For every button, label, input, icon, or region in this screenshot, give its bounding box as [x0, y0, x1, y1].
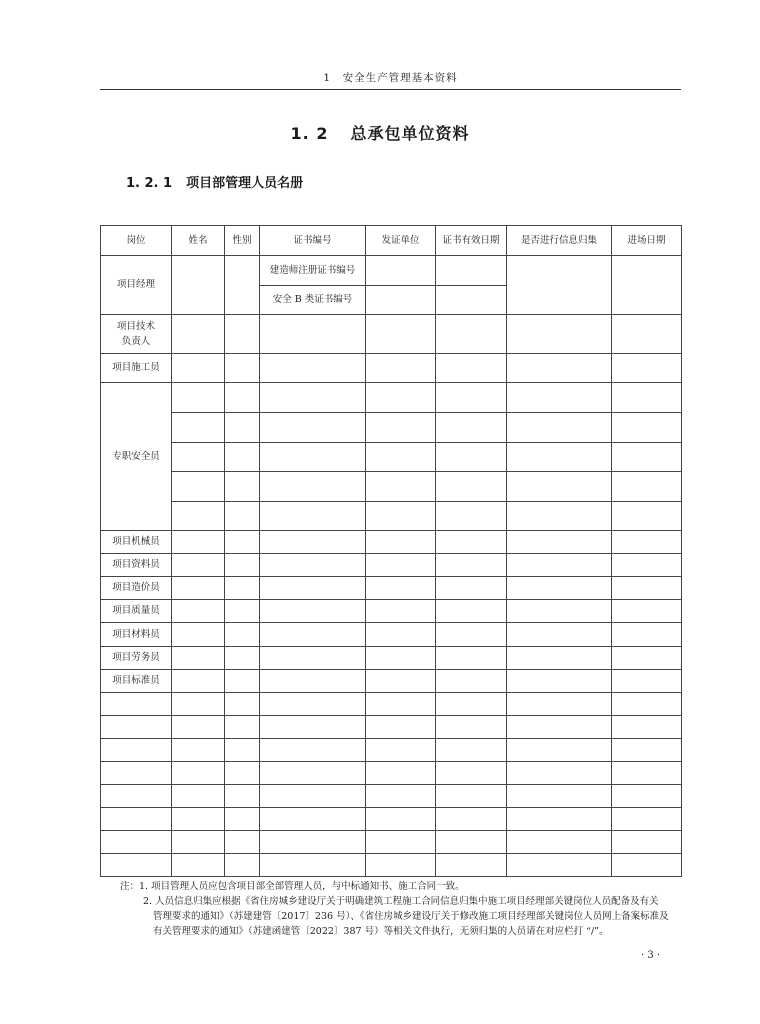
table-cell: [172, 256, 225, 315]
table-row: [101, 693, 682, 716]
note-line-3: 管理要求的通知》（苏建建管〔2017〕236 号）、《省住房城乡建设厅关于修改施工项目经理部关键岗位人员网上备案标准及: [153, 911, 669, 922]
table-cell: [507, 716, 612, 739]
table-cell: [172, 531, 225, 554]
table-cell: [612, 383, 682, 413]
table-cell: [101, 854, 172, 877]
table-cell: [366, 854, 436, 877]
subsection-title-text: 项目部管理人员名册: [186, 176, 304, 191]
cert-type-safety-b: 安全 B 类证书编号: [260, 286, 366, 315]
table-cell: [225, 443, 260, 472]
table-cell: [612, 256, 682, 315]
row-label-project-manager: 项目经理: [101, 256, 172, 315]
table-cell: [260, 531, 366, 554]
table-cell: [436, 354, 507, 383]
table-cell: [366, 785, 436, 808]
table-row: [101, 600, 682, 623]
table-cell: [366, 600, 436, 623]
table-row: [101, 531, 682, 554]
table-cell: [225, 785, 260, 808]
table-cell: [260, 383, 366, 413]
cert-type-builder: 建造师注册证书编号: [260, 256, 366, 286]
table-cell: [436, 854, 507, 877]
row-label-quality-officer: 项目质量员: [101, 600, 172, 623]
subsection-number: 1. 2. 1: [126, 176, 173, 191]
table-row: [101, 854, 682, 877]
table-cell: [225, 623, 260, 647]
note-line-1: 注：1. 项目管理人员应包含项目部全部管理人员，与中标通知书、施工合同一致。: [120, 881, 465, 892]
table-cell: [436, 315, 507, 354]
table-cell: [260, 647, 366, 670]
table-row: [101, 785, 682, 808]
table-cell: [366, 716, 436, 739]
table-cell: [101, 716, 172, 739]
table-cell: [366, 472, 436, 502]
col-header-position: 岗位: [101, 226, 172, 256]
tech-lead-line1: 项目技术: [116, 320, 155, 332]
table-row: [101, 554, 682, 577]
table-cell: [612, 785, 682, 808]
table-cell: [172, 831, 225, 854]
table-cell: [612, 554, 682, 577]
table-cell: [507, 502, 612, 531]
table-cell: [225, 256, 260, 315]
table-cell: [225, 808, 260, 831]
table-cell: [172, 647, 225, 670]
table-cell: [260, 577, 366, 600]
table-cell: [507, 739, 612, 762]
table-cell: [366, 647, 436, 670]
table-cell: [101, 808, 172, 831]
table-row: [101, 831, 682, 854]
table-cell: [225, 472, 260, 502]
table-cell: [507, 693, 612, 716]
table-cell: [260, 739, 366, 762]
col-header-gender: 性别: [225, 226, 260, 256]
table-cell: [507, 315, 612, 354]
table-cell: [172, 762, 225, 785]
table-cell: [260, 762, 366, 785]
table-cell: [436, 531, 507, 554]
table-cell: [436, 383, 507, 413]
table-cell: [436, 785, 507, 808]
table-cell: [172, 577, 225, 600]
row-label-tech-lead: [101, 315, 172, 354]
table-cell: [172, 716, 225, 739]
header-rule: [100, 89, 681, 90]
row-label-standards-officer: 项目标准员: [101, 670, 172, 693]
table-cell: [436, 554, 507, 577]
tech-lead-line2: 负责人: [121, 336, 151, 347]
table-cell: [436, 808, 507, 831]
col-header-cert-expiry: 证书有效日期: [436, 226, 507, 256]
table-cell: [101, 831, 172, 854]
table-cell: [436, 502, 507, 531]
table-cell: [366, 383, 436, 413]
table-cell: [225, 315, 260, 354]
table-cell: [612, 670, 682, 693]
table-cell: [366, 354, 436, 383]
table-cell: [366, 739, 436, 762]
table-cell: [507, 623, 612, 647]
table-row: [101, 472, 682, 502]
table-cell: [507, 785, 612, 808]
table-cell: [612, 502, 682, 531]
table-cell: [612, 762, 682, 785]
row-label-documentation-officer: 项目资料员: [101, 554, 172, 577]
table-cell: [101, 739, 172, 762]
table-cell: [612, 716, 682, 739]
table-row: [101, 808, 682, 831]
row-label-construction-worker: 项目施工员: [101, 354, 172, 383]
table-row: [101, 354, 682, 383]
table-cell: [225, 413, 260, 443]
table-cell: [507, 472, 612, 502]
table-cell: [612, 413, 682, 443]
table-cell: [225, 600, 260, 623]
table-cell: [260, 502, 366, 531]
subsection-title: [126, 172, 303, 191]
table-cell: [366, 315, 436, 354]
table-cell: [260, 831, 366, 854]
table-cell: [366, 531, 436, 554]
table-cell: [260, 443, 366, 472]
table-cell: [612, 693, 682, 716]
table-cell: [172, 315, 225, 354]
running-header: 1 安全生产管理基本资料: [323, 72, 458, 84]
table-cell: [225, 854, 260, 877]
table-row: [101, 577, 682, 600]
table-cell: [436, 762, 507, 785]
table-cell: [101, 785, 172, 808]
table-cell: [612, 647, 682, 670]
table-cell: [172, 383, 225, 413]
section-title-text: 总承包单位资料: [350, 124, 470, 143]
table-cell: [172, 554, 225, 577]
col-header-info-collected: 是否进行信息归集: [507, 226, 612, 256]
table-row: [101, 670, 682, 693]
table-cell: [366, 413, 436, 443]
table-row: [101, 315, 682, 354]
table-cell: [366, 554, 436, 577]
table-cell: [507, 354, 612, 383]
table-cell: [172, 354, 225, 383]
table-cell: [507, 413, 612, 443]
table-cell: [172, 739, 225, 762]
table-cell: [260, 785, 366, 808]
table-row: [101, 647, 682, 670]
table-cell: [612, 600, 682, 623]
personnel-roster-table: [100, 225, 682, 877]
table-cell: [225, 739, 260, 762]
table-cell: [612, 739, 682, 762]
table-cell: [172, 808, 225, 831]
table-row: [101, 502, 682, 531]
table-cell: [225, 693, 260, 716]
table-cell: [260, 472, 366, 502]
table-cell: [260, 670, 366, 693]
col-header-name: 姓名: [172, 226, 225, 256]
table-cell: [260, 554, 366, 577]
table-cell: [260, 854, 366, 877]
col-header-issuing-authority: 发证单位: [366, 226, 436, 256]
table-cell: [366, 623, 436, 647]
table-cell: [366, 808, 436, 831]
table-cell: [225, 647, 260, 670]
table-cell: [225, 531, 260, 554]
table-row: [101, 383, 682, 413]
table-cell: [612, 354, 682, 383]
table-cell: [101, 762, 172, 785]
table-cell: [225, 383, 260, 413]
table-cell: [172, 670, 225, 693]
row-label-labor-officer: 项目劳务员: [101, 647, 172, 670]
table-cell: [507, 854, 612, 877]
table-cell: [507, 808, 612, 831]
table-cell: [612, 315, 682, 354]
table-row: [101, 623, 682, 647]
table-cell: [507, 600, 612, 623]
table-cell: [436, 256, 507, 286]
table-cell: [507, 383, 612, 413]
table-cell: [172, 854, 225, 877]
table-cell: [260, 413, 366, 443]
table-cell: [260, 600, 366, 623]
table-cell: [507, 762, 612, 785]
table-cell: [225, 716, 260, 739]
table-cell: [436, 739, 507, 762]
table-cell: [366, 670, 436, 693]
table-cell: [225, 577, 260, 600]
table-cell: [366, 502, 436, 531]
table-cell: [507, 670, 612, 693]
table-cell: [436, 413, 507, 443]
table-notes: [120, 879, 690, 939]
row-label-machinery-officer: 项目机械员: [101, 531, 172, 554]
table-cell: [225, 670, 260, 693]
table-cell: [172, 443, 225, 472]
table-cell: [436, 286, 507, 315]
table-cell: [366, 256, 436, 286]
section-number: 1. 2: [290, 124, 329, 143]
table-cell: [172, 600, 225, 623]
table-cell: [436, 577, 507, 600]
table-cell: [507, 554, 612, 577]
table-row: [101, 762, 682, 785]
table-cell: [507, 256, 612, 315]
table-cell: [436, 623, 507, 647]
note-line-2: 2. 人员信息归集应根据《省住房城乡建设厅关于明确建筑工程施工合同信息归集中施工项目经理部关键岗位人员配备及有关: [143, 896, 659, 907]
table-cell: [225, 554, 260, 577]
table-row: [101, 256, 682, 286]
table-cell: [436, 647, 507, 670]
table-cell: [612, 472, 682, 502]
table-row: [101, 413, 682, 443]
table-cell: [260, 693, 366, 716]
table-cell: [260, 354, 366, 383]
table-header-row: [101, 226, 682, 256]
table-cell: [612, 531, 682, 554]
table-cell: [225, 502, 260, 531]
table-cell: [260, 623, 366, 647]
table-cell: [507, 577, 612, 600]
table-cell: [366, 443, 436, 472]
table-row: [101, 716, 682, 739]
table-cell: [260, 808, 366, 831]
table-cell: [260, 315, 366, 354]
table-cell: [436, 472, 507, 502]
table-cell: [366, 831, 436, 854]
row-label-safety-officer: 专职安全员: [101, 383, 172, 531]
row-label-cost-officer: 项目造价员: [101, 577, 172, 600]
table-cell: [507, 647, 612, 670]
table-cell: [225, 354, 260, 383]
table-cell: [172, 785, 225, 808]
page-number: · 3 ·: [641, 950, 661, 961]
table-cell: [436, 443, 507, 472]
table-cell: [366, 286, 436, 315]
table-cell: [101, 693, 172, 716]
table-cell: [366, 762, 436, 785]
row-label-materials-officer: 项目材料员: [101, 623, 172, 647]
table-cell: [507, 531, 612, 554]
table-cell: [366, 577, 436, 600]
table-cell: [172, 472, 225, 502]
table-cell: [225, 762, 260, 785]
table-cell: [612, 443, 682, 472]
col-header-cert-number: 证书编号: [260, 226, 366, 256]
table-cell: [507, 831, 612, 854]
table-cell: [172, 502, 225, 531]
table-cell: [612, 577, 682, 600]
table-row: [101, 739, 682, 762]
col-header-entry-date: 进场日期: [612, 226, 682, 256]
table-cell: [436, 693, 507, 716]
table-cell: [260, 716, 366, 739]
table-cell: [172, 693, 225, 716]
table-cell: [612, 854, 682, 877]
table-cell: [436, 831, 507, 854]
table-cell: [436, 716, 507, 739]
table-cell: [436, 600, 507, 623]
section-title: [0, 121, 760, 144]
table-cell: [612, 808, 682, 831]
table-cell: [366, 693, 436, 716]
table-cell: [172, 413, 225, 443]
table-row: [101, 443, 682, 472]
table-cell: [612, 623, 682, 647]
table-cell: [436, 670, 507, 693]
table-cell: [612, 831, 682, 854]
table-cell: [172, 623, 225, 647]
note-line-4: 有关管理要求的通知》（苏建函建管〔2022〕387 号）等相关文件执行，无须归集的人员请在对应栏打 “/”。: [153, 926, 609, 937]
table-cell: [225, 831, 260, 854]
table-cell: [507, 443, 612, 472]
